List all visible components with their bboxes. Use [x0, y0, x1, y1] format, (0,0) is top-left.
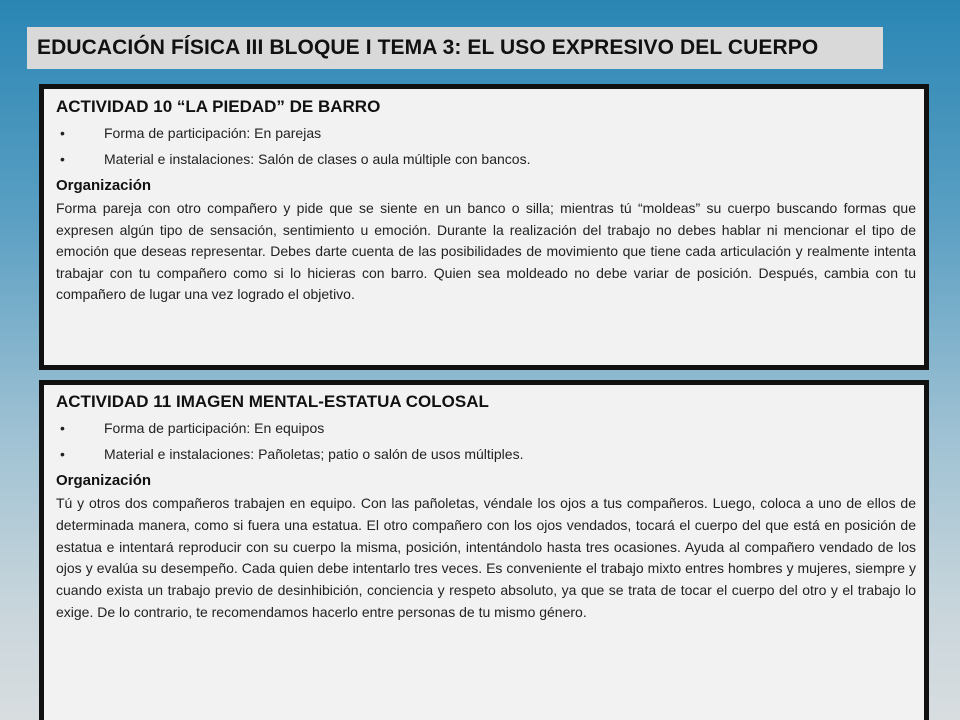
bullet-dot: • [60, 151, 65, 167]
bullet-material [60, 446, 916, 462]
organization-body: Tú y otros dos compañeros trabajen en equipo. Con las pañoletas, véndale los ojos a tus compañeros. Luego, coloca a uno de ellos de determinada manera, como si fuera una estatua. El otro compañero con los ojos vendados, tocará el cuerpo del que está en posición de estatua e intentará reproducir con su cuerpo la misma, posición, intentándolo hasta tres ocasiones. Ayuda al compañero vendado de los ojos y evalúa su desempeño. Cada quien debe intentarlo tres veces. Es conveniente el trabajo mixto entres hombres y mujeres, siempre y cuando exista un trabajo previo de desinhibición, conciencia y respeto absoluto, ya que se trata de tocar el cuerpo del otro y el trabajo lo exige. De lo contrario, te recomendamos hacerlo entre personas de tu mismo género. [56, 495, 916, 620]
page-title-bar [27, 27, 883, 69]
participation-text: Forma de participación: En parejas [104, 125, 322, 141]
organization-heading: Organización [56, 177, 152, 194]
page-title: EDUCACIÓN FÍSICA III BLOQUE I TEMA 3: EL USO EXPRESIVO DEL CUERPO [37, 36, 819, 59]
bullet-dot: • [60, 420, 65, 436]
organization-heading: Organización [56, 472, 152, 489]
organization-body: Forma pareja con otro compañero y pide que se siente en un banco o silla; mientras tú “moldeas” su cuerpo buscando formas que expresen algún tipo de sensación, sentimiento u emoción. Durante la realización del trabajo no debes hablar ni mencionar el tipo de emoción que deseas representar. Debes darte cuenta de las posibilidades de movimiento que tiene cada articulación y realmente intenta trabajar con tu compañero como si lo hicieras con barro. Quien sea moldeado no debe variar de posición. Después, cambia con tu compañero de lugar una vez logrado el objetivo. [56, 200, 916, 303]
bullet-participation [60, 420, 916, 436]
bullet-dot: • [60, 446, 65, 462]
activity-card-10 [39, 84, 929, 370]
activity-title: ACTIVIDAD 11 IMAGEN MENTAL-ESTATUA COLOSAL [56, 392, 489, 411]
bullet-material [60, 151, 916, 167]
participation-text: Forma de participación: En equipos [104, 420, 325, 436]
material-text: Material e instalaciones: Salón de clases o aula múltiple con bancos. [104, 151, 531, 167]
activity-title: ACTIVIDAD 10 “LA PIEDAD” DE BARRO [56, 97, 381, 116]
activity-card-11 [39, 380, 929, 720]
bullet-participation [60, 125, 916, 141]
bullet-dot: • [60, 125, 65, 141]
material-text: Material e instalaciones: Pañoletas; patio o salón de usos múltiples. [104, 446, 524, 462]
